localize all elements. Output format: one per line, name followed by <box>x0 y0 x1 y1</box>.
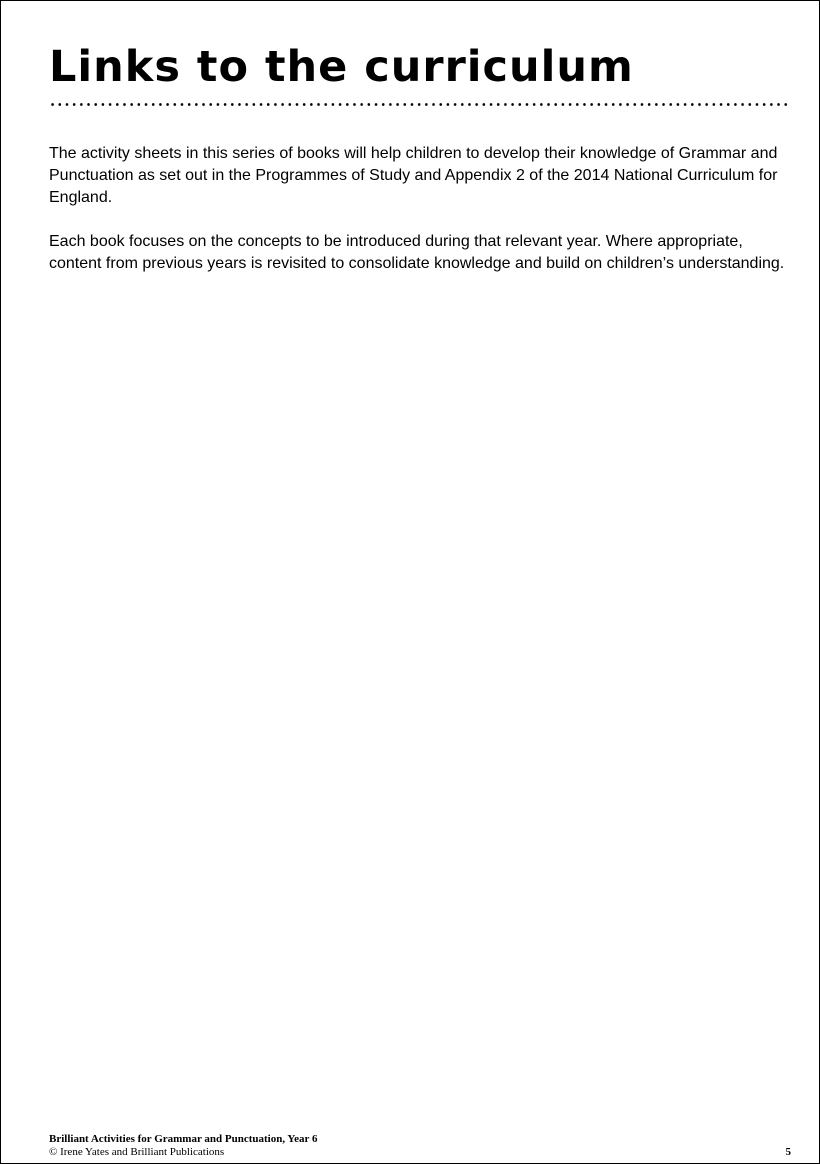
page-footer <box>49 1133 791 1159</box>
body-text <box>49 143 794 297</box>
footer-copyright: © Irene Yates and Brilliant Publications <box>49 1146 225 1158</box>
focus-paragraph: Each book focuses on the concepts to be introduced during that relevant year. Where appropriate, content from previous years is revisited to consolidate knowledge and build on children’s understanding. <box>49 233 785 272</box>
intro-paragraph: The activity sheets in this series of books will help children to develop their knowledge of Grammar and Punctuation as set out in the Programmes of Study and Appendix 2 of the 2014 National Curriculum for England. <box>49 145 778 206</box>
footer-book-title: Brilliant Activities for Grammar and Punctuation, Year 6 <box>49 1133 318 1145</box>
page-title: Links to the curriculum <box>49 42 634 92</box>
dotted-divider <box>49 103 791 106</box>
page-number: 5 <box>785 1146 791 1158</box>
